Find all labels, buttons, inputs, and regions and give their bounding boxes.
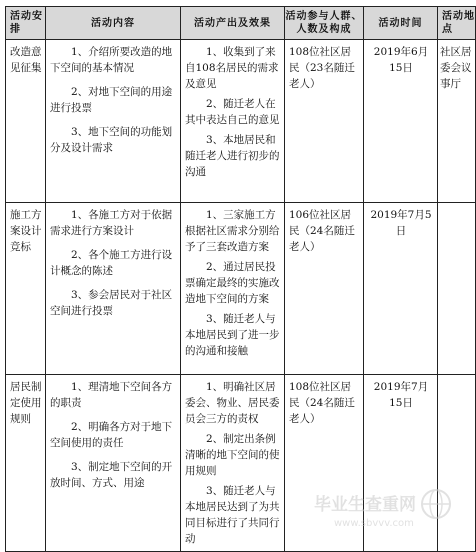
output-item: 2、制定出条例清晰的地下空间的使用规则: [185, 433, 280, 477]
watermark-text: 毕业生查重网: [314, 495, 416, 515]
activity-participants: 108位社区居民（24名随迁老人）: [285, 375, 364, 552]
activity-place: 社区居委会议事厅: [438, 40, 476, 203]
activity-output: [181, 203, 285, 375]
output-item: 3、本地居民和随迁老人进行初步的沟通: [185, 134, 280, 178]
activity-content: [46, 203, 181, 375]
content-item: 1、各施工方对于依据需求进行方案设计: [50, 209, 173, 237]
output-item: 1、收集到了来自108名居民的需求及意见: [185, 46, 279, 90]
content-item: 2、对地下空间的用途进行投票: [50, 86, 173, 114]
content-item: 1、理清地下空间各方的职责: [50, 381, 173, 409]
output-item: 1、明确社区居委会、物业、居民委员会三方的责权: [185, 381, 280, 425]
content-item: 2、各个施工方进行设计概念的陈述: [50, 249, 173, 277]
header-place: 活动地点: [438, 7, 476, 40]
activity-table-sheet: [5, 6, 475, 545]
table-row: [6, 375, 476, 552]
activity-output: [181, 40, 285, 203]
activity-time: 2019年7月5日: [364, 203, 438, 375]
activity-time: 2019年7月15日: [364, 375, 438, 552]
activity-place: [438, 375, 476, 552]
output-item: 1、三家施工方根据社区需求分别给予了三套改造方案: [185, 209, 280, 253]
output-item: 2、随迁老人在其中表达自己的意见: [185, 98, 280, 126]
header-time: 活动时间: [364, 7, 438, 40]
activity-participants: 108位社区居民（23名随迁老人）: [285, 40, 364, 203]
activity-content: [46, 375, 181, 552]
header-content: 活动内容: [46, 7, 181, 40]
output-item: 3、随迁老人与本地居民到了进一步的沟通和接触: [185, 313, 280, 357]
activity-time: 2019年6月15日: [364, 40, 438, 203]
header-row: [6, 7, 476, 40]
activity-output: [181, 375, 285, 552]
activity-name: 改造意见征集: [6, 40, 46, 203]
activity-participants: 106位社区居民（24名随迁老人）: [285, 203, 364, 375]
header-output: 活动产出及效果: [181, 7, 285, 40]
activity-name: 居民制定使用规则: [6, 375, 46, 552]
content-item: 3、参会居民对于社区空间进行投票: [50, 289, 173, 317]
table-row: [6, 40, 476, 203]
content-item: 2、明确各方对于地下空间使用的责任: [50, 421, 173, 449]
content-item: 1、介绍所要改造的地下空间的基本情况: [50, 46, 173, 74]
header-arrangement: 活动安排: [6, 7, 46, 40]
table-row: [6, 203, 476, 375]
content-item: 3、地下空间的功能划分及设计需求: [50, 126, 173, 154]
output-item: 2、通过居民投票确定最终的实施改造地下空间的方案: [185, 261, 280, 305]
header-participants: 活动参与人群、人数及构成: [285, 7, 364, 40]
content-item: 3、制定地下空间的开放时间、方式、用途: [50, 461, 173, 489]
activity-place: [438, 203, 476, 375]
activity-name: 施工方案设计竞标: [6, 203, 46, 375]
activity-content: [46, 40, 181, 203]
output-item: 3、随迁老人与本地居民达到了为共同目标进行了共同行动: [185, 485, 280, 545]
activity-table: [5, 6, 476, 552]
watermark-url: www.sbvvv.com: [334, 518, 414, 529]
